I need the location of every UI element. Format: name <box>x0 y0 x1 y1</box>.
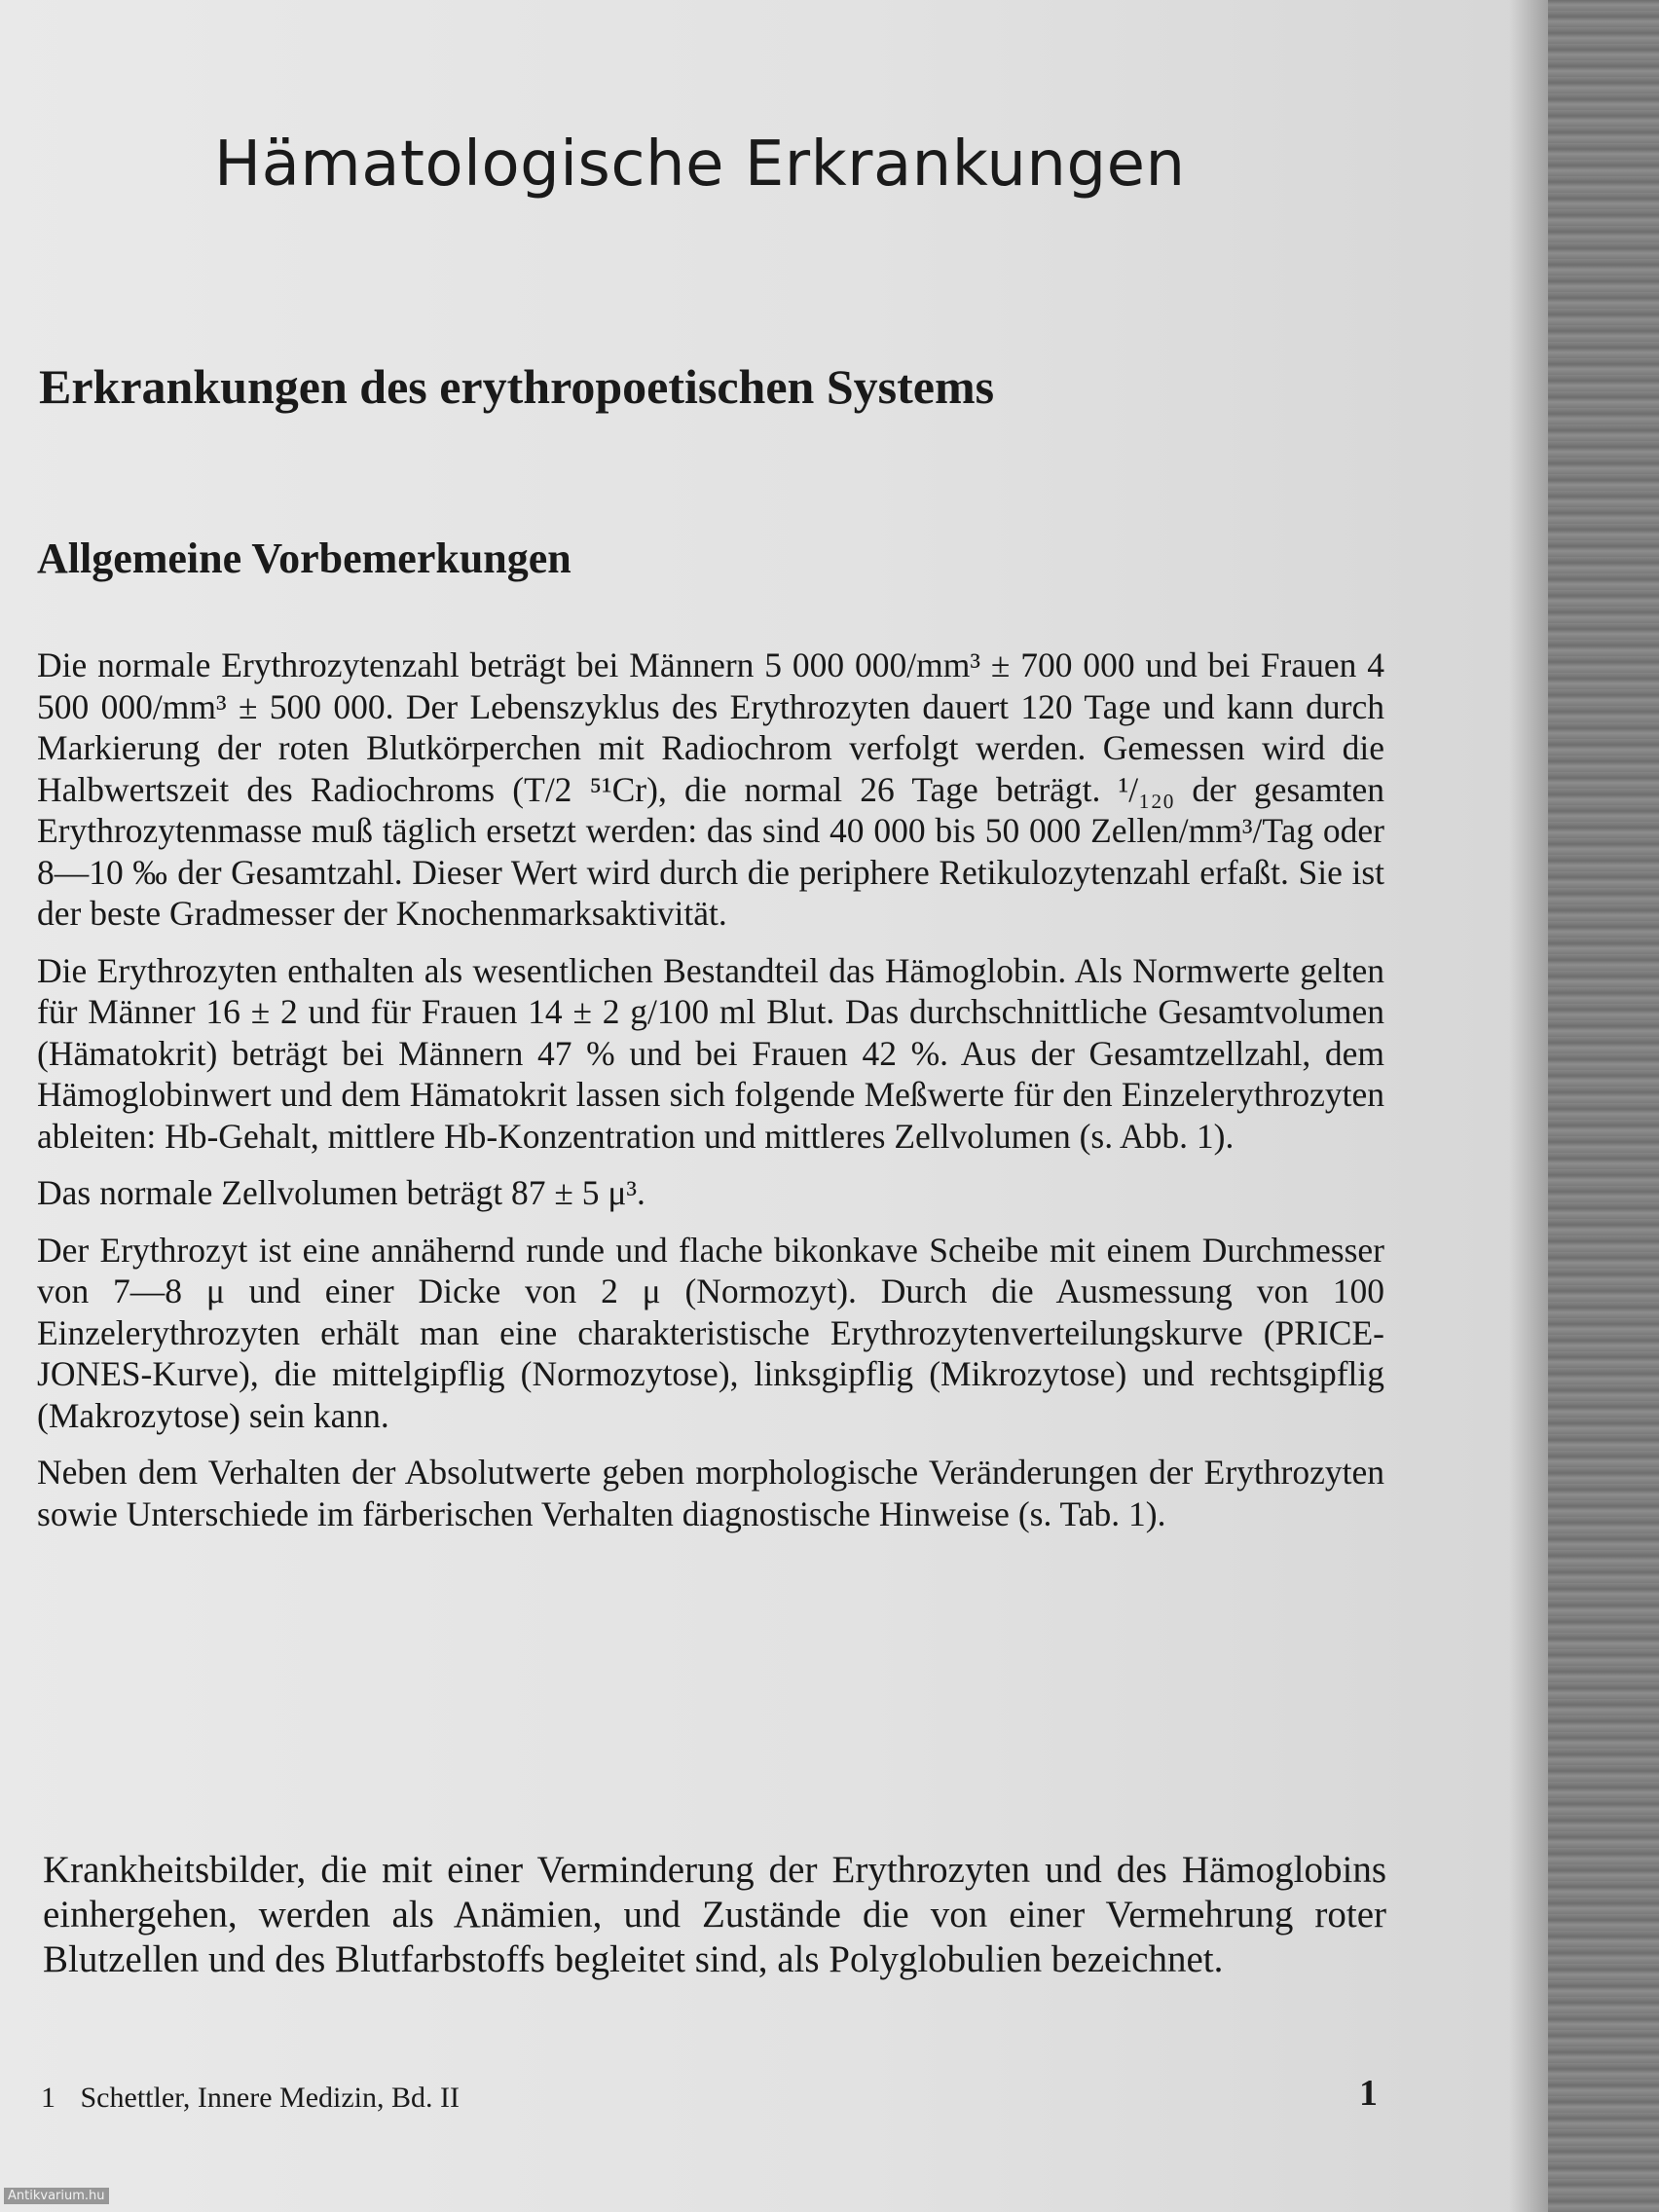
paragraph-morphology: Neben dem Verhalten der Absolutwerte geben morphologische Veränderungen der Erythrozyten sowie Unterschiede im färberischen Verhalten diagnostische Hinweise (s. Tab. 1). <box>37 1453 1384 1533</box>
page-shadow <box>1509 0 1548 2212</box>
paragraph-hemoglobin: Die Erythrozyten enthalten als wesentlichen Bestandteil das Hämoglobin. Als Normwerte gelten für Männer 16 ± 2 und für Frauen 14 ± 2 g/100 ml Blut. Das durchschnittliche Gesamtvolumen (Hämatokrit) beträgt bei Männern 47 % und bei Frauen 42 %. Aus der Gesamtzellzahl, dem Hämoglobinwert und dem Hämatokrit lassen sich folgende Meßwerte für den Einzelerythrozyten ableiten: Hb-Gehalt, mittlere Hb-Konzentration und mittleres Zellvolumen (s. Abb. 1). <box>37 950 1384 1156</box>
paragraph-erythrocyte-count: Die normale Erythrozytenzahl beträgt bei Männern 5 000 000/mm³ ± 700 000 und bei Frauen 4 500 000/mm³ ± 500 000. Der Lebenszyklus des Erythrozyten dauert 120 Tage und kann durch Markierung der roten Blutkörperchen mit Radiochrom verfolgt werden. Gemessen wird die Halbwertszeit des Radiochroms (T/2 ⁵¹Cr), die normal 26 Tage beträgt. ¹/₁₂₀ der gesamten Erythrozytenmasse muß täglich ersetzt werden: das sind 40 000 bis 50 000 Zellen/mm³/Tag oder 8—10 ‰ der Gesamtzahl. Dieser Wert wird durch die periphere Retikulozytenzahl erfaßt. Sie ist der beste Gradmesser der Knochenmarksaktivität. <box>37 645 1384 933</box>
watermark: Antikvarium.hu <box>4 2188 109 2204</box>
page-number: 1 <box>1359 2073 1378 2114</box>
adjacent-page-edge <box>1548 0 1659 2212</box>
footer-signature: 1 <box>41 2082 55 2114</box>
paragraph-erythrocyte-shape: Der Erythrozyt ist eine annähernd runde und flache bikonkave Scheibe mit einem Durchmesser von 7—8 μ und einer Dicke von 2 μ (Normozyt). Durch die Ausmessung von 100 Einzelerythrozyten erhält man eine charakteristische Erythrozytenverteilungskurve (PRICE-JONES-Kurve), die mittelgipflig (Normozytose), linksgipflig (Mikrozytose) und rechtsgipflig (Makrozytose) sein kann. <box>37 1230 1384 1435</box>
closing-paragraph: Krankheitsbilder, die mit einer Verminderung der Erythrozyten und des Hämoglobins einhergehen, werden als Anämien, und Zustände die von einer Vermehrung roter Blutzellen und des Blutfarbstoffs begleitet sind, als Polyglobulien bezeichnet. <box>43 1849 1386 1980</box>
paragraph-cell-volume: Das normale Zellvolumen beträgt 87 ± 5 μ³. <box>37 1173 645 1212</box>
section-title: Erkrankungen des erythropoetischen Systems <box>39 359 995 414</box>
footer-text: Schettler, Innere Medizin, Bd. II <box>80 2082 461 2114</box>
chapter-title: Hämatologische Erkrankungen <box>214 129 1186 201</box>
page-footer <box>41 2082 460 2115</box>
body-text <box>37 645 1384 1550</box>
subsection-title: Allgemeine Vorbemerkungen <box>37 535 571 582</box>
